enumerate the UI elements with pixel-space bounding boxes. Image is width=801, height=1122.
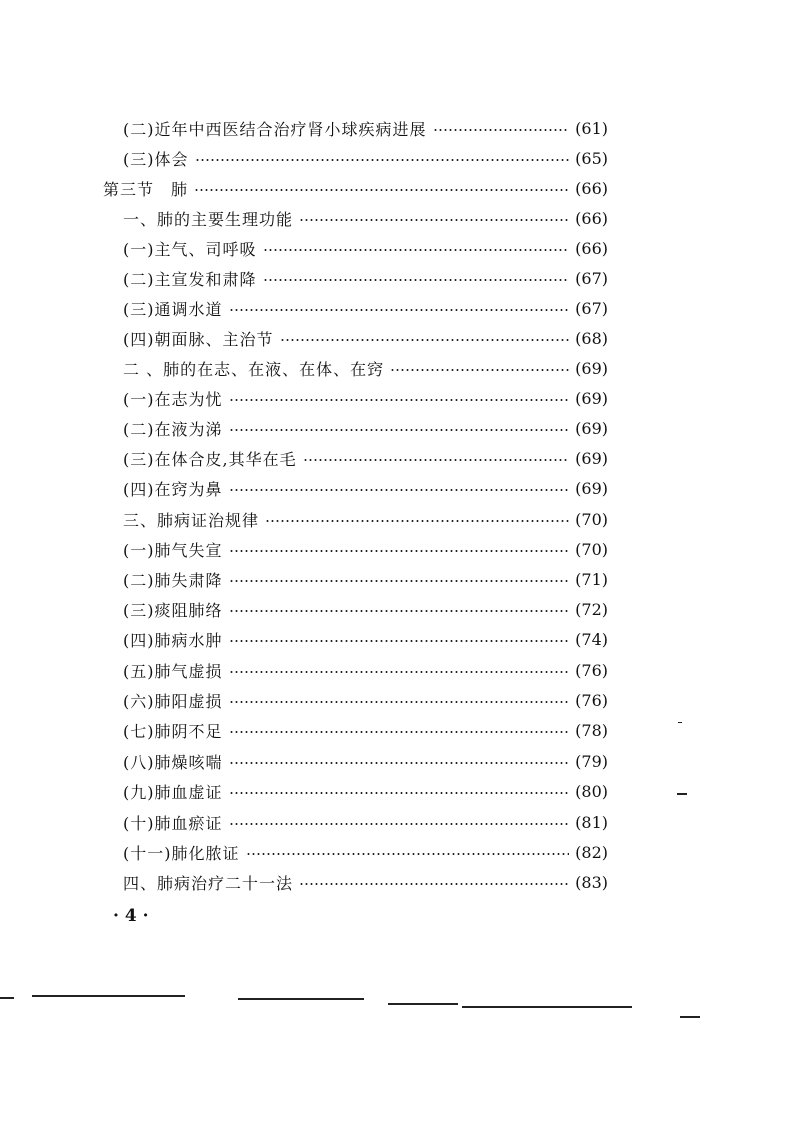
toc-entry-title: 二 、肺的在志、在液、在体、在窍 [123,359,385,379]
scan-edge-line [32,995,185,997]
toc-entry [123,323,608,353]
toc-entry-title: (十一)肺化脓证 [123,843,240,863]
dot-leader [229,580,570,582]
dot-leader [229,610,570,612]
toc-entry-page: (70) [575,509,608,529]
dot-leader [229,792,570,794]
scan-margin-mark [678,722,682,723]
toc-entry-page: (71) [575,569,608,589]
dot-leader [303,459,570,461]
toc-entry-page: (80) [575,781,608,801]
toc-entry-page: (76) [575,690,608,710]
dot-leader [229,399,570,401]
toc-entry [123,534,608,564]
toc-entry [123,473,608,503]
dot-leader [194,189,569,191]
dot-leader [246,853,570,855]
toc-entry-title: (七)肺阴不足 [123,721,223,741]
toc-entry [123,233,608,263]
scan-edge-line [0,997,14,999]
dot-leader [229,762,570,764]
toc-entry-title: (二)肺失肃降 [123,570,223,590]
toc-entry [123,564,608,594]
toc-entry-page: (61) [575,118,608,138]
toc-entry-page: (66) [575,208,608,228]
toc-entry-page: (69) [575,358,608,378]
toc-entry [123,113,608,143]
toc-entry-page: (66) [575,238,608,258]
dot-leader [195,159,570,161]
scan-edge-line [388,1003,458,1005]
toc-entry [123,504,608,534]
toc-entry-title: (一)肺气失宣 [123,540,223,560]
toc-entry [123,715,608,745]
dot-leader [263,249,570,251]
toc-section-heading [103,173,608,203]
toc-entry-title: (九)肺血虚证 [123,782,223,802]
toc-entry [123,383,608,413]
toc-entry-page: (82) [575,842,608,862]
dot-leader [433,129,570,131]
dot-leader [299,219,569,221]
dot-leader [229,550,570,552]
dot-leader [263,279,570,281]
toc-entry-title: (二)在液为涕 [123,419,223,439]
scan-margin-mark [677,793,687,795]
toc-entry-title: (三)体会 [123,149,189,169]
toc-entry [123,203,608,233]
toc-entry-title: (二)主宣发和肃降 [123,269,257,289]
toc-entry-title: 三、肺病证治规律 [123,510,260,530]
toc-entry-page: (78) [575,720,608,740]
toc-entry [123,685,608,715]
dot-leader [229,701,570,703]
toc-entry-page: (70) [575,539,608,559]
toc-entry [123,293,608,323]
toc-entry-title: (六)肺阳虚损 [123,691,223,711]
toc-entry [123,413,608,443]
toc-entry-title: (三)在体合皮,其华在毛 [123,449,297,469]
toc-entry-page: (68) [575,328,608,348]
dot-leader [229,489,570,491]
toc-entry-title: 一、肺的主要生理功能 [123,209,294,229]
dot-leader [229,731,570,733]
toc-entry-page: (65) [575,148,608,168]
toc-entry-page: (69) [575,418,608,438]
toc-entry-title: (一)主气、司呼吸 [123,239,257,259]
toc-entry-title: (二)近年中西医结合治疗肾小球疾病进展 [123,119,427,139]
toc-entry [123,143,608,173]
toc-entry-page: (79) [575,751,608,771]
toc-entry [123,353,608,383]
toc-entry-page: (69) [575,448,608,468]
toc-entry-title: (八)肺燥咳喘 [123,752,223,772]
dot-leader [265,520,569,522]
toc-entry [123,443,608,473]
dot-leader [229,823,570,825]
toc-entry-page: (74) [575,629,608,649]
toc-entry-page: (66) [575,178,608,198]
toc-entry-title: (四)在窍为鼻 [123,479,223,499]
toc-entry [123,776,608,806]
toc-entry-title: (三)痰阻肺络 [123,600,223,620]
scan-edge-line [680,1016,700,1018]
toc-entry-page: (76) [575,660,608,680]
toc-entry-page: (67) [575,298,608,318]
toc-entry-title: (三)通调水道 [123,299,223,319]
scan-edge-line [462,1006,632,1008]
toc-entry-title: (十)肺血瘀证 [123,813,223,833]
dot-leader [280,339,570,341]
dot-leader [229,671,570,673]
toc-entry-title: (四)肺病水肿 [123,630,223,650]
toc-entry-title: (一)在志为忧 [123,389,223,409]
toc-entry [123,837,608,867]
toc-entry [123,624,608,654]
toc-entry-page: (81) [575,812,608,832]
toc-entry-page: (83) [575,872,608,892]
toc-entry-page: (67) [575,268,608,288]
dot-leader [229,309,570,311]
toc-entry-title: 四、肺病治疗二十一法 [123,873,294,893]
dot-leader [229,429,570,431]
dot-leader [390,369,569,371]
dot-leader [229,640,570,642]
toc-entry [123,594,608,624]
toc-entry [123,807,608,837]
toc-entry [123,263,608,293]
dot-leader [299,883,569,885]
toc-entry-title: 第三节 肺 [103,179,189,199]
toc-entry-page: (72) [575,599,608,619]
toc-entry-title: (四)朝面脉、主治节 [123,329,274,349]
toc-entry [123,746,608,776]
page-number: · 4 · [113,906,149,926]
toc-entry-title: (五)肺气虚损 [123,661,223,681]
toc-entry-page: (69) [575,478,608,498]
toc-entry-page: (69) [575,388,608,408]
toc-entry [123,867,608,897]
toc-entry [123,655,608,685]
scan-edge-line [238,998,364,1000]
